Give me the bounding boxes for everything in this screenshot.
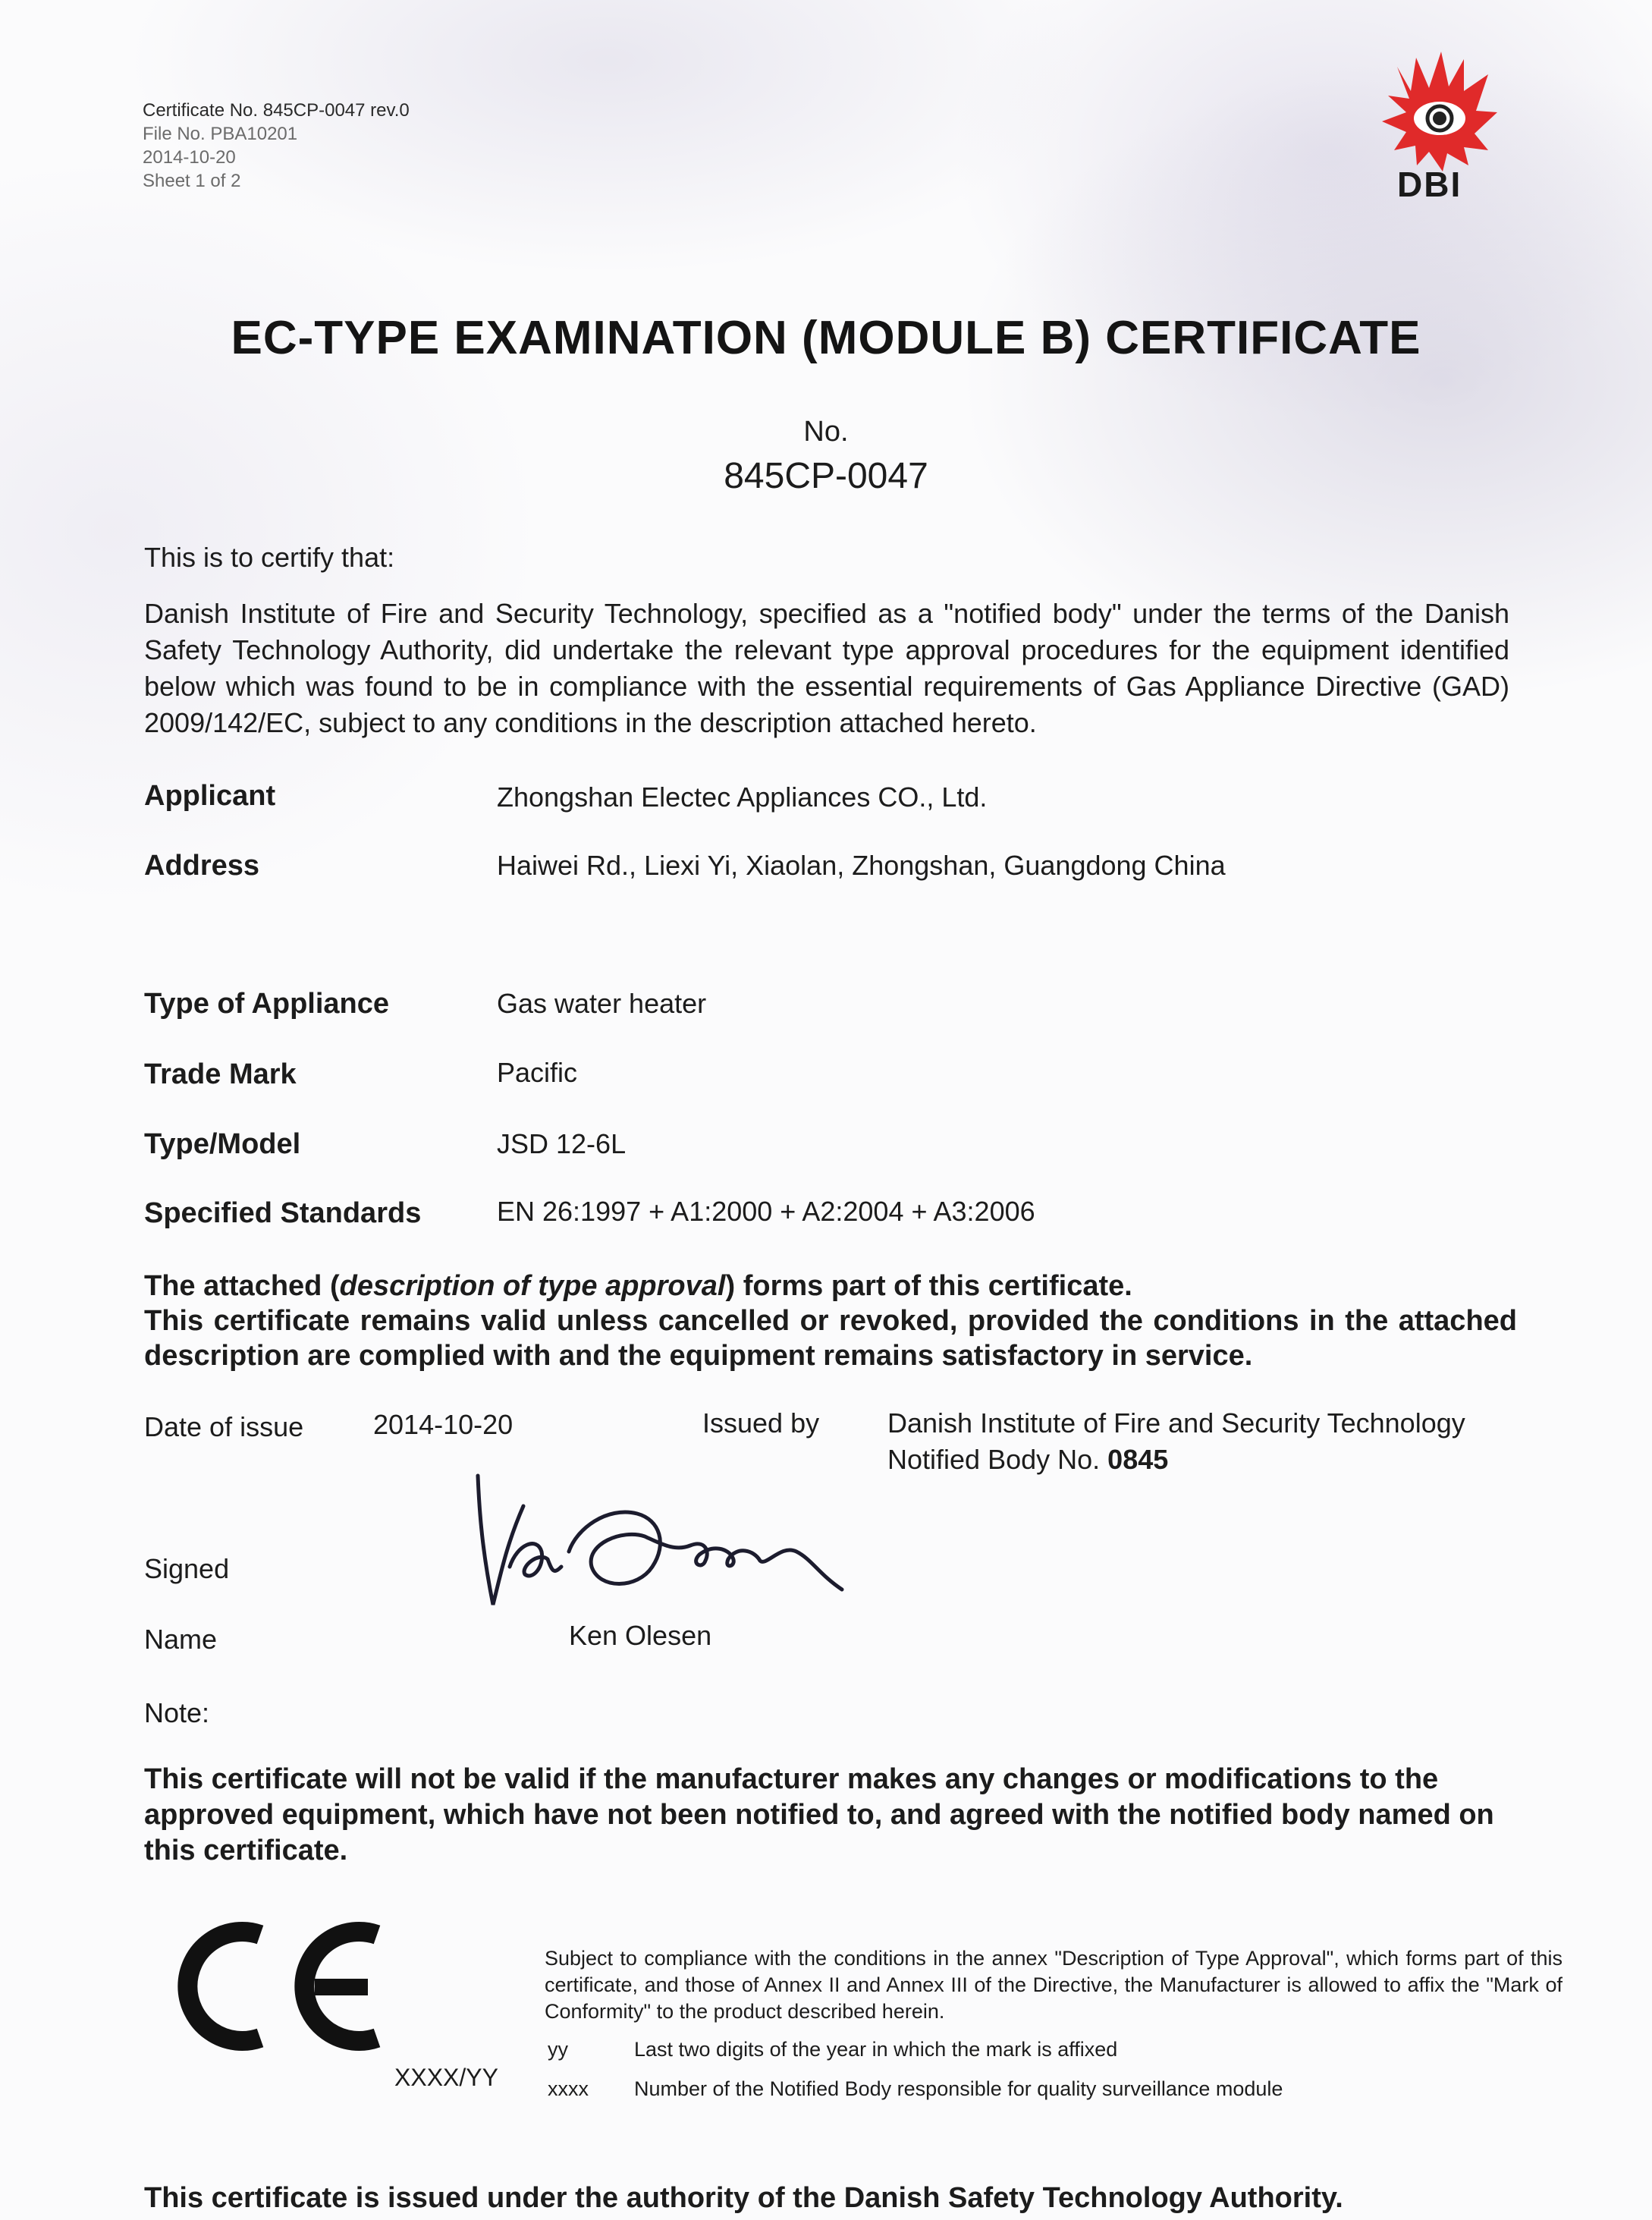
trade-mark-value: Pacific [497, 1057, 578, 1088]
applicant-label: Applicant [144, 780, 276, 812]
model-value: JSD 12-6L [497, 1128, 627, 1159]
applicant-value: Zhongshan Electec Appliances CO., Ltd. [497, 781, 988, 813]
authority-footer: This certificate is issued under the authority of the Danish Safety Technology Authority. [144, 2182, 1343, 2214]
standards-value: EN 26:1997 + A1:2000 + A2:2004 + A3:2006 [497, 1196, 1035, 1227]
number-label: No. [803, 416, 849, 448]
trade-mark-label: Trade Mark [144, 1058, 297, 1090]
validity-text: This certificate remains valid unless cancelled or revoked, provided the conditions in the attached description are complied with and the equipment remains satisfactory in service. [144, 1305, 1517, 1372]
standards-label: Specified Standards [144, 1197, 422, 1229]
attached-italic: description of type approval [339, 1270, 726, 1302]
legend-key-yy: yy [548, 2038, 568, 2061]
signed-label: Signed [144, 1553, 230, 1584]
address-label: Address [144, 850, 260, 882]
legend-text-xxxx: Number of the Notified Body responsible for quality surveillance module [634, 2077, 1283, 2100]
certificate-number: 845CP-0047 [724, 456, 928, 496]
model-label: Type/Model [144, 1128, 301, 1160]
date-of-issue-value: 2014-10-20 [373, 1409, 514, 1440]
name-label: Name [144, 1624, 218, 1655]
issuer-block [887, 1405, 1465, 1478]
address-value: Haiwei Rd., Liexi Yi, Xiaolan, Zhongshan, Guangdong China [497, 850, 1226, 881]
certificate-reference: Certificate No. 845CP-0047 rev.0 [143, 100, 410, 121]
legend-text-yy: Last two digits of the year in which the mark is affixed [634, 2038, 1118, 2061]
certification-paragraph: Danish Institute of Fire and Security Technology, specified as a "notified body" under the terms of the Danish Safety Technology Authority, did undertake the relevant type approval procedures for the equipment identified below which was found to be in compliance with the essential requirements of Gas Appliance Directive (GAD) 2009/142/EC, subject to any conditions in the description attached hereto. [144, 598, 1509, 738]
logo-text: DBI [1397, 165, 1462, 204]
notified-body-number: 0845 [1107, 1444, 1169, 1475]
date-of-issue-label: Date of issue [144, 1411, 304, 1442]
issuer-name: Danish Institute of Fire and Security Technology [887, 1407, 1465, 1439]
sheet-number: Sheet 1 of 2 [143, 171, 241, 191]
notified-body-line: Notified Body No. 0845 [887, 1444, 1169, 1475]
note-label: Note: [144, 1697, 210, 1728]
attached-line: The attached (description of type approval) forms part of this certificate. [144, 1270, 1132, 1302]
ce-code: XXXX/YY [394, 2064, 498, 2091]
file-reference: File No. PBA10201 [143, 124, 298, 144]
appliance-type-label: Type of Appliance [144, 988, 390, 1020]
validity-statement [144, 1269, 1517, 1373]
reference-date: 2014-10-20 [143, 147, 236, 168]
modification-warning: This certificate will not be valid if the manufacturer makes any changes or modifications to the approved equipment, which have not been notified to, and agreed with the notified body named on this certificate. [144, 1763, 1494, 1866]
appliance-type-value: Gas water heater [497, 988, 707, 1019]
signatory-name: Ken Olesen [569, 1620, 712, 1651]
ce-mark-icon [171, 1918, 398, 2055]
legend-key-xxxx: xxxx [548, 2077, 589, 2100]
dbi-logo [1374, 52, 1503, 203]
intro-text: This is to certify that: [144, 542, 395, 573]
annex-text: Subject to compliance with the conditions in the annex "Description of Type Approval", which forms part of this certificate, and those of Annex II and Annex III of the Directive, the Manufacturer is allowed to affix the "Mark of Conformity" to the product described herein. [545, 1947, 1562, 2023]
page-title: EC-TYPE EXAMINATION (MODULE B) CERTIFICATE [231, 312, 1421, 364]
signature-image [463, 1461, 857, 1620]
reference-block [143, 99, 410, 193]
issued-by-label: Issued by [702, 1407, 820, 1439]
